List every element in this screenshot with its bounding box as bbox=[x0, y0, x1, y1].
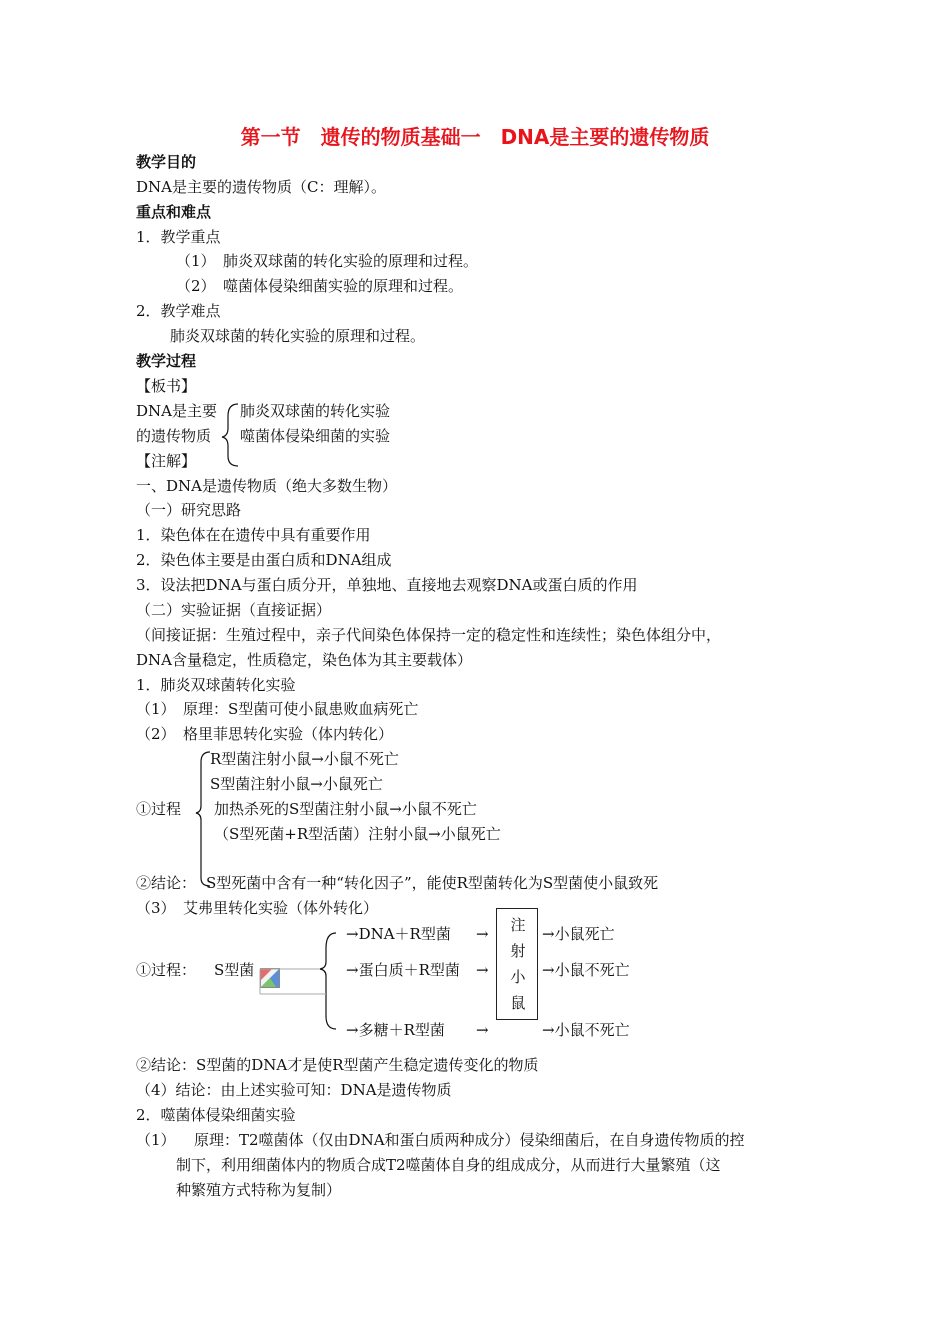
notes-label: 【注解】 bbox=[136, 452, 197, 470]
avery-branch-1: →DNA＋R型菌 bbox=[346, 925, 451, 943]
avery-bracket bbox=[320, 933, 336, 1029]
avery-conclusion: ②结论：S型菌的DNA才是使R型菌产生稳定遗传变化的物质 bbox=[136, 1056, 539, 1074]
key-label: 1．教学重点 bbox=[136, 228, 221, 246]
box-char-3: 小 bbox=[510, 968, 526, 986]
griffith-step-2: S型菌注射小鼠→小鼠死亡 bbox=[210, 775, 383, 793]
key-item-1: （1） 肺炎双球菌的转化实验的原理和过程。 bbox=[176, 252, 479, 270]
page-title: 第一节 遗传的物质基础一 DNA是主要的遗传物质 bbox=[240, 125, 710, 149]
griffith-step-1: R型菌注射小鼠→小鼠不死亡 bbox=[210, 750, 399, 768]
avery-arrow-3: → bbox=[476, 1021, 489, 1039]
avery-source: S型菌 bbox=[214, 961, 255, 979]
board-right-2: 噬菌体侵染细菌的实验 bbox=[240, 427, 391, 445]
avery-process-label: ①过程： bbox=[136, 961, 197, 979]
body-line-6: （二）实验证据（直接证据） bbox=[136, 601, 332, 619]
phage-line-3: 种繁殖方式特称为复制） bbox=[176, 1181, 342, 1199]
box-char-2: 射 bbox=[510, 942, 526, 960]
body-line-9: 1．肺炎双球菌转化实验 bbox=[136, 676, 296, 694]
avery-heading: （3） 艾弗里转化实验（体外转化） bbox=[136, 899, 379, 917]
key-item-2: （2） 噬菌体侵染细菌实验的原理和过程。 bbox=[176, 277, 464, 295]
body-line-7: （间接证据：生殖过程中，亲子代间染色体保持一定的稳定性和连续性；染色体组分中， bbox=[136, 626, 722, 644]
board-brace bbox=[222, 404, 238, 466]
difficulty-label: 2．教学难点 bbox=[136, 302, 221, 320]
body-line-11: （2） 格里菲思转化实验（体内转化） bbox=[136, 725, 394, 743]
phage-line-1: 原理：T2噬菌体（仅由DNA和蛋白质两种成分）侵染细菌后，在自身遗传物质的控 bbox=[194, 1131, 745, 1149]
body-line-4: 2．染色体主要是由蛋白质和DNA组成 bbox=[136, 551, 392, 569]
board-left-1: DNA是主要 bbox=[136, 402, 217, 420]
griffith-conclusion-label: ②结论： bbox=[136, 874, 197, 892]
heading-process: 教学过程 bbox=[136, 352, 197, 370]
body-line-8: DNA含量稳定，性质稳定，染色体为其主要载体） bbox=[136, 651, 472, 669]
phage-label: （1） bbox=[136, 1131, 176, 1149]
body-line-5: 3．设法把DNA与蛋白质分开，单独地、直接地去观察DNA或蛋白质的作用 bbox=[136, 576, 638, 594]
body-line-1: 一、DNA是遗传物质（绝大多数生物） bbox=[136, 477, 397, 495]
heading-key: 重点和难点 bbox=[136, 203, 212, 221]
body-line-3: 1．染色体在在遗传中具有重要作用 bbox=[136, 526, 371, 544]
phage-line-2: 制下，利用细菌体内的物质合成T2噬菌体自身的组成成分，从而进行大量繁殖（这 bbox=[176, 1156, 721, 1174]
avery-branch-3: →多糖＋R型菌 bbox=[346, 1021, 445, 1039]
body-line-2: （一）研究思路 bbox=[136, 501, 242, 519]
avery-result-2: →小鼠不死亡 bbox=[542, 961, 630, 979]
griffith-conclusion: S型死菌中含有一种“转化因子”，能使R型菌转化为S型菌使小鼠致死 bbox=[206, 874, 659, 892]
difficulty-text: 肺炎双球菌的转化实验的原理和过程。 bbox=[170, 327, 426, 345]
box-char-4: 鼠 bbox=[510, 994, 526, 1012]
board-right-1: 肺炎双球菌的转化实验 bbox=[240, 402, 391, 420]
griffith-step-3: 加热杀死的S型菌注射小鼠→小鼠不死亡 bbox=[214, 800, 477, 818]
avery-arrow-1: → bbox=[476, 925, 489, 943]
avery-result-3: →小鼠不死亡 bbox=[542, 1021, 630, 1039]
box-char-1: 注 bbox=[510, 916, 526, 934]
avery-summary: （4）结论：由上述实验可知：DNA是遗传物质 bbox=[136, 1081, 452, 1099]
griffith-step-4: （S型死菌+R型活菌）注射小鼠→小鼠死亡 bbox=[214, 825, 501, 843]
heading-goal: 教学目的 bbox=[136, 153, 197, 171]
griffith-process-label: ①过程 bbox=[136, 800, 182, 818]
board-label: 【板书】 bbox=[136, 377, 197, 395]
board-left-2: 的遗传物质 bbox=[136, 427, 212, 445]
avery-result-1: →小鼠死亡 bbox=[542, 925, 615, 943]
avery-branch-2: →蛋白质＋R型菌 bbox=[346, 961, 460, 979]
phage-heading: 2．噬菌体侵染细菌实验 bbox=[136, 1106, 296, 1124]
griffith-brace bbox=[196, 752, 210, 886]
avery-arrow-2: → bbox=[476, 961, 489, 979]
body-line-10: （1） 原理：S型菌可使小鼠患败血病死亡 bbox=[136, 700, 419, 718]
goal-text: DNA是主要的遗传物质（C：理解）。 bbox=[136, 178, 386, 196]
